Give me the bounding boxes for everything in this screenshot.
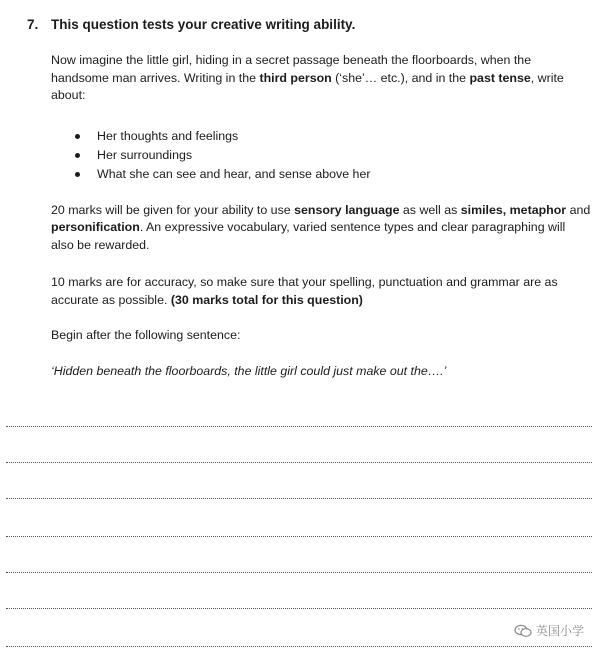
- bullet-dot-icon: [75, 134, 80, 139]
- accuracy-paragraph: [51, 274, 591, 309]
- marks-bold-sensory: sensory language: [294, 202, 400, 217]
- question-title: This question tests your creative writing ability.: [51, 17, 356, 32]
- marks-text-2: as well as: [399, 202, 461, 217]
- bullet-text: Her thoughts and feelings: [97, 128, 239, 143]
- wechat-icon: [514, 624, 532, 638]
- accuracy-text: 10 marks are for accuracy, so make sure that your spelling, punctuation and grammar are as accurate as possible.: [51, 275, 558, 307]
- intro-bold-third-person: third person: [259, 70, 332, 85]
- intro-bold-past-tense: past tense: [469, 70, 531, 85]
- watermark: [512, 622, 586, 639]
- marks-text-4: . An expressive vocabulary, varied sentence types and clear paragraphing will also be rewarded.: [51, 220, 566, 252]
- bullet-item: [51, 127, 591, 146]
- bullet-text: Her surroundings: [97, 147, 193, 162]
- intro-text-2: (‘she’… etc.), and in the: [331, 70, 470, 85]
- answer-line[interactable]: [6, 498, 592, 499]
- answer-line[interactable]: [6, 426, 592, 427]
- answer-line[interactable]: [6, 646, 592, 647]
- bullet-dot-icon: [75, 172, 80, 177]
- marks-bold-personification: personification: [51, 220, 140, 234]
- answer-line[interactable]: [6, 608, 592, 609]
- accuracy-bold-total: (30 marks total for this question): [170, 292, 363, 307]
- question-header: [27, 17, 355, 32]
- answer-line[interactable]: [6, 462, 592, 463]
- topic-bullet-list: [51, 127, 591, 184]
- question-body: [51, 52, 591, 380]
- watermark-text: 英国小学: [535, 624, 584, 638]
- answer-line[interactable]: [6, 536, 592, 537]
- intro-paragraph: [51, 52, 591, 105]
- bullet-item: [51, 165, 591, 184]
- answer-line[interactable]: [6, 572, 592, 573]
- marks-bold-similes: similes, metaphor: [460, 202, 567, 217]
- bullet-item: [51, 146, 591, 165]
- begin-instruction: Begin after the following sentence:: [51, 328, 241, 342]
- intro-text-3: , write about:: [51, 70, 564, 102]
- marks-paragraph: [51, 202, 591, 255]
- bullet-dot-icon: [75, 153, 80, 158]
- marks-text-1: 20 marks will be given for your ability to use: [51, 202, 295, 217]
- intro-text-1: Now imagine the little girl, hiding in a secret passage beneath the floorboards, when the handsome man arrives. Writing in the: [51, 53, 532, 85]
- bullet-text: What she can see and hear, and sense above her: [97, 166, 371, 181]
- starter-sentence-quote: ‘Hidden beneath the floorboards, the little girl could just make out the….’: [51, 363, 447, 378]
- question-number: 7.: [27, 17, 39, 32]
- marks-text-3: and: [566, 202, 591, 217]
